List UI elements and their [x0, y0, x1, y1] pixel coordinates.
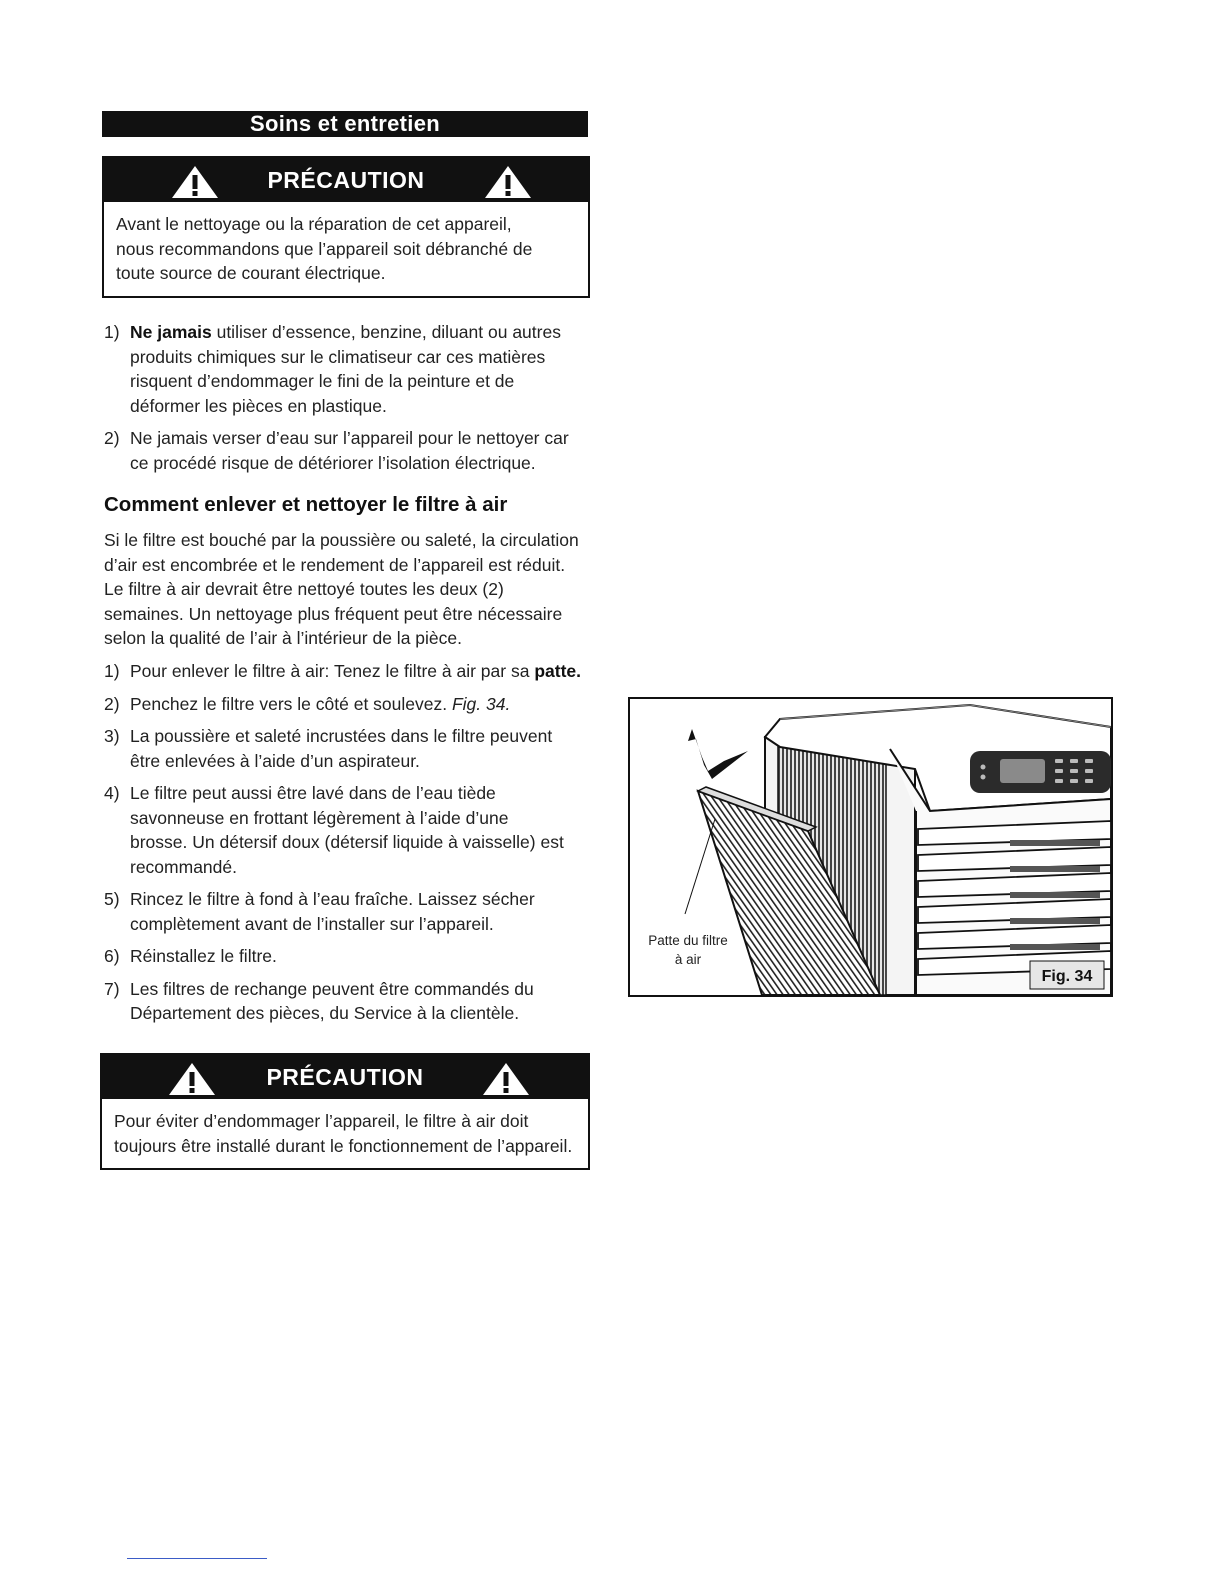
figure-label: Fig. 34 — [1041, 968, 1093, 985]
caution-text: Avant le nettoyage ou la réparation de cet appareil, nous recommandons que l’appareil soit débranché de toute source de courant électrique. — [116, 214, 533, 283]
caution-title: PRÉCAUTION — [267, 166, 425, 193]
step-text: Le filtre peut aussi être lavé dans de l’eau tiède savonneuse en frottant légèrement à l’aide d’une brosse. Un détersif doux (détersif liquide à vaisselle) est recommandé. — [130, 783, 564, 877]
caution-box-top — [102, 156, 590, 298]
caution-title: PRÉCAUTION — [266, 1063, 424, 1090]
callout-label-line1: Patte du filtre — [648, 933, 728, 948]
step-text: La poussière et saleté incrustées dans le filtre peuvent être enlevées à l’aide d’un aspirateur. — [130, 726, 553, 771]
step-text: Les filtres de rechange peuvent être commandés du Département des pièces, du Service à la clientèle. — [130, 978, 534, 1023]
caution-header — [104, 158, 588, 202]
list-item — [104, 724, 589, 773]
filter-section-heading: Comment enlever et nettoyer le filtre à air — [104, 493, 508, 516]
step-bold-text: patte. — [534, 661, 581, 681]
warning-triangle-icon — [482, 1062, 530, 1096]
list-item — [104, 944, 589, 969]
step-number: 2) — [104, 693, 120, 714]
list-item — [104, 781, 589, 879]
step-number: 5) — [104, 889, 120, 909]
air-conditioner-illustration — [630, 699, 1111, 995]
step-number: 6) — [104, 946, 120, 966]
list-item — [104, 977, 589, 1026]
step-bold-text: Ne jamais — [130, 322, 212, 342]
figure-34 — [628, 697, 1113, 997]
step-number: 7) — [104, 978, 120, 999]
step-number: 3) — [104, 726, 120, 746]
caution-text: Pour éviter d’endommager l’appareil, le filtre à air doit toujours être installé durant le fonctionnement de l’appareil. — [114, 1111, 573, 1156]
filter-intro-paragraph: Si le filtre est bouché par la poussière ou saleté, la circulation d’air est encombrée et le rendement de l’appareil est réduit. Le filtre à air devrait être nettoyé toutes les deux (2) semaines. Un nettoyage plus fréquent peut être nécessaire selon la qualité de l’air à l’intérieur de la pièce. — [104, 530, 579, 648]
step-text: Penchez le filtre vers le côté et soulevez. — [130, 693, 452, 714]
section-title: Soins et entretien — [102, 111, 588, 137]
step-text: Pour enlever le filtre à air: Tenez le filtre à air par sa — [130, 661, 535, 681]
step-number: 2) — [104, 428, 120, 448]
warning-triangle-icon — [168, 1062, 216, 1096]
caution-box-bottom — [100, 1053, 590, 1170]
figure-reference: Fig. 34. — [451, 693, 511, 714]
step-text: utiliser d’essence, benzine, diluant ou autres produits chimiques sur le climatiseur car ces matières risquent d’endommager le fini de la peinture et de déformer les pièces en plastique. — [130, 322, 561, 416]
callout-label-line2: à air — [674, 952, 702, 967]
step-text: Réinstallez le filtre. — [130, 946, 277, 966]
filter-steps-list — [104, 659, 589, 1026]
caution-header — [102, 1055, 588, 1099]
step-text: Rincez le filtre à fond à l’eau fraîche. Laissez sécher complètement avant de l’installer sur l’appareil. — [130, 889, 535, 934]
warning-triangle-icon — [171, 165, 219, 199]
step-number: 4) — [104, 783, 120, 803]
step-number: 1) — [104, 661, 120, 681]
footer-rule — [127, 1558, 267, 1559]
general-steps-list — [104, 320, 574, 475]
list-item — [104, 659, 589, 684]
list-item — [104, 320, 574, 418]
warning-triangle-icon — [484, 165, 532, 199]
list-item — [104, 692, 589, 717]
list-item — [104, 887, 589, 936]
list-item — [104, 426, 574, 475]
step-text: Ne jamais verser d’eau sur l’appareil pour le nettoyer car ce procédé risque de détériorer l’isolation électrique. — [130, 428, 569, 473]
step-number: 1) — [104, 322, 120, 342]
